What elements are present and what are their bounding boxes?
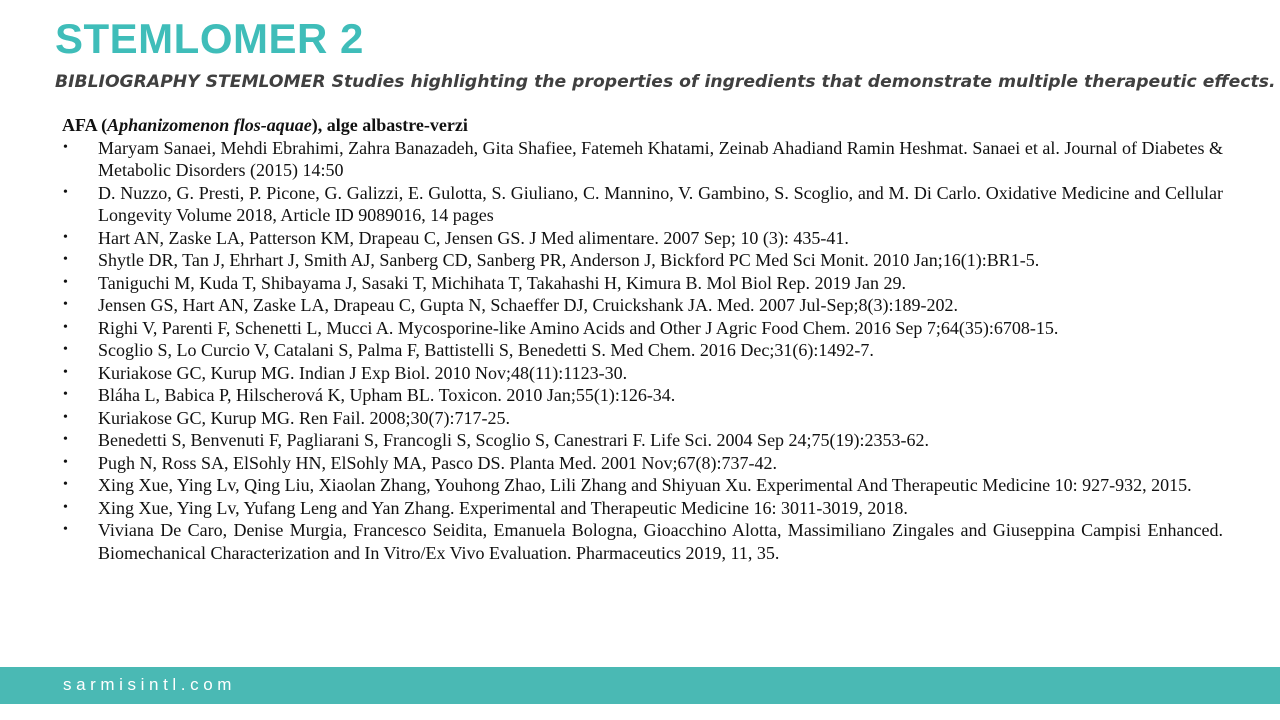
bullet-icon: • — [63, 477, 68, 492]
reference-text: Righi V, Parenti F, Schenetti L, Mucci A. Mycosporine-like Amino Acids and Other J Agric Food Chem. 2016 Sep 7;64(35):6708-15. — [98, 317, 1059, 338]
footer-bar — [0, 667, 1280, 704]
bullet-icon: • — [63, 297, 68, 312]
reference-text: Kuriakose GC, Kurup MG. Ren Fail. 2008;30(7):717-25. — [98, 407, 510, 428]
reference-text: Scoglio S, Lo Curcio V, Catalani S, Palma F, Battistelli S, Benedetti S. Med Chem. 2016 Dec;31(6):1492-7. — [98, 340, 874, 360]
reference-item — [62, 249, 1223, 272]
reference-text: Hart AN, Zaske LA, Patterson KM, Drapeau C, Jensen GS. J Med alimentare. 2007 Sep; 10 (3): 435-41. — [98, 227, 849, 248]
reference-text: Jensen GS, Hart AN, Zaske LA, Drapeau C, Gupta N, Schaeffer DJ, Cruickshank JA. Med. 2007 Jul-Sep;8(3):189-202. — [98, 295, 959, 315]
bullet-icon: • — [63, 319, 68, 335]
bullet-icon: • — [63, 409, 68, 425]
reference-item — [62, 227, 1223, 250]
reference-item — [62, 429, 1223, 452]
bullet-icon: • — [63, 499, 68, 515]
reference-item — [62, 362, 1223, 385]
bullet-icon: • — [63, 274, 68, 290]
bullet-icon: • — [63, 432, 68, 447]
page-title: STEMLOMER 2 — [55, 15, 364, 62]
reference-item — [62, 452, 1223, 475]
reference-text: Shytle DR, Tan J, Ehrhart J, Smith AJ, Sanberg CD, Sanberg PR, Anderson J, Bickford PC Med Sci Monit. 2010 Jan;16(1):BR1-5. — [98, 250, 1040, 270]
reference-text: Xing Xue, Ying Lv, Yufang Leng and Yan Zhang. Experimental and Therapeutic Medicine 16: 3011-3019, 2018. — [98, 497, 908, 518]
reference-text: Xing Xue, Ying Lv, Qing Liu, Xiaolan Zhang, Youhong Zhao, Lili Zhang and Shiyuan Xu. Experimental And Therapeutic Medicine 10: 927-932, 2015. — [98, 475, 1192, 495]
bullet-icon: • — [63, 454, 68, 470]
reference-item — [62, 384, 1223, 407]
section-heading-suffix: ), alge albastre-verzi — [311, 115, 468, 135]
bullet-icon: • — [63, 522, 68, 537]
bullet-icon: • — [63, 139, 68, 155]
reference-list — [62, 137, 1223, 565]
bullet-icon: • — [63, 229, 68, 245]
bullet-icon: • — [63, 387, 68, 402]
bullet-icon: • — [63, 364, 68, 380]
reference-item — [62, 474, 1223, 497]
reference-text: Kuriakose GC, Kurup MG. Indian J Exp Biol. 2010 Nov;48(11):1123-30. — [98, 362, 628, 383]
footer-website-link[interactable]: sarmisintl.com — [63, 675, 237, 694]
reference-item — [62, 519, 1223, 564]
reference-text: D. Nuzzo, G. Presti, P. Picone, G. Galizzi, E. Gulotta, S. Giuliano, C. Mannino, V. Gambino, S. Scoglio, and M. Di Carlo. Oxidative Medicine and Cellular Longevity Volume 2018, Article ID 9089016, 14 pages — [98, 182, 1223, 225]
reference-item — [62, 317, 1223, 340]
reference-item — [62, 407, 1223, 430]
bibliography-content — [62, 114, 1223, 667]
bullet-icon: • — [63, 342, 68, 357]
reference-text: Benedetti S, Benvenuti F, Pagliarani S, Francogli S, Scoglio S, Canestrari F. Life Sci. 2004 Sep 24;75(19):2353-62. — [98, 430, 930, 450]
reference-text: Maryam Sanaei, Mehdi Ebrahimi, Zahra Banazadeh, Gita Shafiee, Fatemeh Khatami, Zeinab Ahadiand Ramin Heshmat. Sanaei et al. Journal of Diabetes & Metabolic Disorders (2015) 14:50 — [98, 137, 1223, 180]
reference-text: Taniguchi M, Kuda T, Shibayama J, Sasaki T, Michihata T, Takahashi H, Kimura B. Mol Biol Rep. 2019 Jan 29. — [98, 272, 907, 293]
page-subtitle: BIBLIOGRAPHY STEMLOMER Studies highlighting the properties of ingredients that demonstrate multiple therapeutic effects. — [55, 72, 1276, 92]
reference-text: Bláha L, Babica P, Hilscherová K, Upham BL. Toxicon. 2010 Jan;55(1):126-34. — [98, 385, 676, 405]
bullet-icon: • — [63, 252, 68, 267]
section-heading — [62, 114, 1223, 137]
reference-item — [62, 137, 1223, 182]
reference-item — [62, 339, 1223, 362]
section-heading-latin-name: Aphanizomenon flos-aquae — [107, 115, 312, 135]
reference-text: Pugh N, Ross SA, ElSohly HN, ElSohly MA, Pasco DS. Planta Med. 2001 Nov;67(8):737-42. — [98, 452, 778, 473]
reference-item — [62, 182, 1223, 227]
reference-item — [62, 497, 1223, 520]
section-heading-prefix: AFA ( — [62, 115, 108, 135]
bullet-icon: • — [63, 184, 68, 200]
reference-item — [62, 272, 1223, 295]
reference-item — [62, 294, 1223, 317]
reference-text: Viviana De Caro, Denise Murgia, Francesco Seidita, Emanuela Bologna, Gioacchino Alotta, Massimiliano Zingales and Giuseppina Campisi Enhanced. Biomechanical Characterization and In Vitro/Ex Vivo Evaluation. Pharmaceutics 2019, 11, 35. — [98, 520, 1223, 563]
